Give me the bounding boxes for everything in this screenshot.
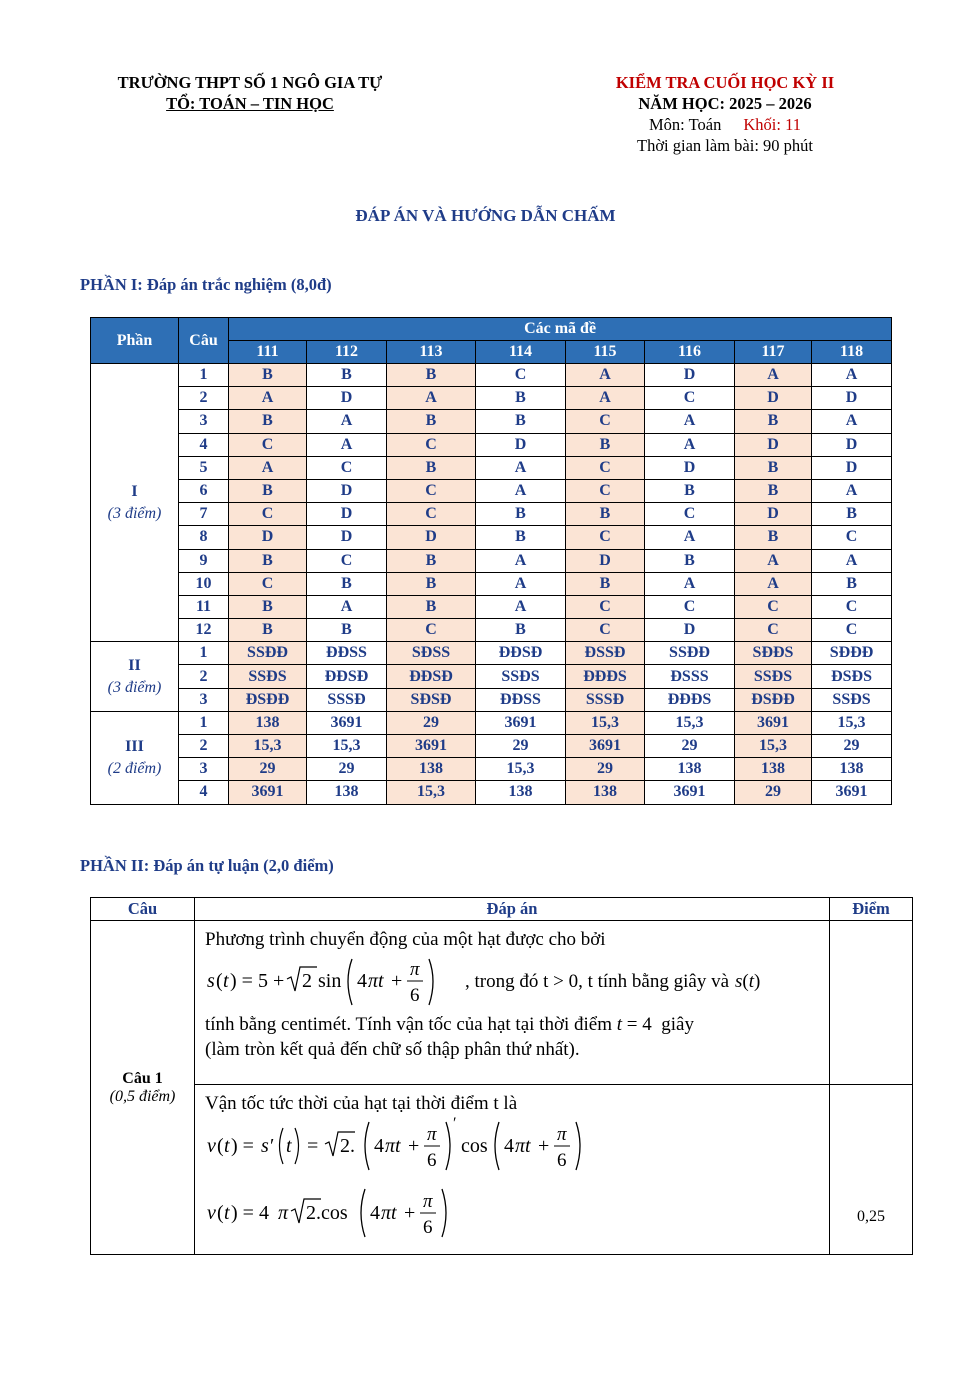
answer-cell: D [307,387,387,410]
answer-cell: C [566,479,645,502]
velocity-derivative-formula [205,1116,625,1176]
answer-cell: ĐĐĐS [566,665,645,688]
answer-cell: ĐĐĐS [645,688,735,711]
question-number: 6 [179,479,229,502]
svg-text:(: ( [217,1202,224,1224]
svg-text:sin: sin [318,970,342,992]
document-title: ĐÁP ÁN VÀ HƯỚNG DẪN CHẤM [355,206,616,225]
question-points: (0,5 điểm) [109,1087,176,1105]
answer-cell: C [476,364,566,387]
answer-cell: 15,3 [307,735,387,758]
question-number: 3 [179,688,229,711]
svg-text:+: + [391,970,403,992]
svg-text:2.: 2. [340,1135,355,1157]
col-header-codes: Các mã đề [229,318,892,341]
answer-cell: D [645,364,735,387]
svg-text:s′: s′ [261,1135,274,1157]
svg-text:v: v [207,1202,216,1224]
answer-cell: D [387,526,476,549]
question-number: Câu 1 [122,1069,163,1087]
svg-text:2.cos: 2.cos [306,1202,348,1224]
answer-cell: D [812,433,892,456]
question-number: 2 [179,735,229,758]
svg-text:πt: πt [368,970,384,992]
answer-cell: C [387,433,476,456]
subject-line [560,114,890,135]
answer-cell: A [566,387,645,410]
answer-cell: A [229,456,307,479]
essay-col-cau: Câu [91,898,195,921]
answer-cell: D [735,433,812,456]
svg-text:π: π [278,1202,289,1224]
answer-cell: 15,3 [229,735,307,758]
answer-cell: SSSĐ [566,688,645,711]
answer-cell: 29 [229,758,307,781]
answer-cell: C [387,479,476,502]
code-header-115: 115 [566,341,645,364]
section-points: (3 điểm) [107,504,162,522]
answer-cell: 3691 [229,781,307,804]
answer-cell: 15,3 [476,758,566,781]
answer-cell: 29 [735,781,812,804]
answer-cell: 138 [566,781,645,804]
duration: Thời gian làm bài: 90 phút [637,136,813,155]
question-number: 9 [179,549,229,572]
answer-cell: ĐSĐS [812,665,892,688]
answer-cell: 3691 [387,735,476,758]
answer-cell: 138 [387,758,476,781]
code-header-111: 111 [229,341,307,364]
answer-cell: D [566,549,645,572]
answer-cell: B [566,433,645,456]
answer-cell: 15,3 [566,711,645,734]
answer-cell: SSĐĐ [229,642,307,665]
table-row [91,642,892,665]
answer-cell: B [387,410,476,433]
answer-cell: D [307,526,387,549]
answer-cell: C [229,572,307,595]
answer-cell: B [229,364,307,387]
svg-text:t: t [223,970,229,992]
problem-score-cell [830,921,913,1085]
velocity-result-formula [205,1183,505,1241]
answer-cell: B [307,619,387,642]
answer-cell: B [229,549,307,572]
answer-cell: D [645,456,735,479]
answer-cell: 138 [812,758,892,781]
part2-title: PHẦN II: Đáp án tự luận (2,0 điểm) [80,856,334,875]
problem-line-3b: giây [661,1014,694,1035]
motion-equation-formula [205,953,465,1009]
answer-cell: C [812,595,892,618]
section-name: II [128,656,141,674]
table-row [91,595,892,618]
answer-cell: C [645,503,735,526]
svg-text:+: + [538,1135,550,1157]
answer-cell: D [307,479,387,502]
part1-title: PHẦN I: Đáp án trắc nghiệm (8,0đ) [80,275,332,294]
answer-cell: C [566,595,645,618]
answer-cell: A [476,456,566,479]
answer-cell: SĐSĐ [387,688,476,711]
answer-cell: D [735,503,812,526]
answer-cell: A [735,549,812,572]
table-row [91,688,892,711]
answer-cell: C [387,619,476,642]
table-row [91,781,892,804]
answer-cell: B [387,549,476,572]
answer-cell: 29 [476,735,566,758]
answer-cell: 29 [645,735,735,758]
answer-cell: B [566,572,645,595]
svg-text:4: 4 [357,970,367,992]
answer-cell: A [812,410,892,433]
question-number: 8 [179,526,229,549]
answer-cell: B [476,410,566,433]
answer-cell: B [566,503,645,526]
svg-text:6: 6 [423,1217,433,1238]
question-number: 7 [179,503,229,526]
col-header-cau: Câu [179,318,229,364]
question-number: 3 [179,410,229,433]
answer-cell: B [476,387,566,410]
table-row [91,549,892,572]
answer-cell: B [812,503,892,526]
answer-cell: 138 [735,758,812,781]
answer-cell: A [229,387,307,410]
answer-cell: B [229,595,307,618]
answer-cell: A [645,572,735,595]
answer-cell: C [566,410,645,433]
answer-cell: ĐĐSS [476,688,566,711]
answer-cell: A [812,549,892,572]
s-of-t-symbol: s [735,970,743,992]
answer-cell: 3691 [812,781,892,804]
col-header-phan: Phần [91,318,179,364]
table-row [91,387,892,410]
table-row [91,526,892,549]
answer-cell: ĐSSĐ [566,642,645,665]
answer-cell: SĐSS [387,642,476,665]
answer-cell: A [307,433,387,456]
svg-text:π: π [410,959,420,980]
code-header-116: 116 [645,341,735,364]
answer-cell: ĐSĐĐ [229,688,307,711]
question-number: 2 [179,387,229,410]
svg-text:v: v [207,1135,216,1157]
answer-cell: C [566,619,645,642]
code-header-113: 113 [387,341,476,364]
svg-text:π: π [423,1191,433,1212]
answer-cell: D [476,433,566,456]
answer-cell: C [229,433,307,456]
essay-answer-table [90,897,913,1255]
svg-text:π: π [557,1124,567,1145]
answer-cell: C [812,619,892,642]
table-row [91,711,892,734]
answer-cell: 29 [307,758,387,781]
answer-cell: ĐĐSS [307,642,387,665]
answer-cell: A [307,595,387,618]
answer-cell: B [476,619,566,642]
solution-score: 0,25 [830,1085,913,1255]
problem-line-3a: tính bằng centimét. Tính vận tốc của hạt tại thời điểm [205,1014,613,1035]
essay-col-score: Điểm [830,898,913,921]
table-row [91,479,892,502]
answer-cell: A [812,479,892,502]
table-row [91,456,892,479]
time-value: t [616,1014,623,1035]
svg-text:t: t [224,1135,230,1157]
svg-text:) = 4: ) = 4 [231,1202,269,1224]
answer-cell: B [735,479,812,502]
answer-cell: A [566,364,645,387]
answer-cell: 29 [387,711,476,734]
question-number: 3 [179,758,229,781]
answer-cell: D [812,387,892,410]
svg-text:πt: πt [385,1135,401,1157]
answer-cell: A [645,410,735,433]
answer-cell: C [307,549,387,572]
answer-cell: C [735,619,812,642]
answer-cell: B [387,572,476,595]
answer-cell: 138 [476,781,566,804]
answer-cell: 3691 [476,711,566,734]
answer-cell: ĐĐSĐ [387,665,476,688]
svg-text:′: ′ [453,1116,457,1132]
answer-cell: SSĐĐ [645,642,735,665]
answer-cell: B [387,456,476,479]
table-row [91,433,892,456]
answer-cell: 3691 [645,781,735,804]
svg-text:6: 6 [410,985,420,1006]
answer-cell: C [812,526,892,549]
answer-cell: SĐĐĐ [812,642,892,665]
svg-text:(: ( [216,970,223,992]
answer-cell: 138 [229,711,307,734]
answer-cell: B [387,364,476,387]
answer-cell: SSĐS [812,688,892,711]
answer-cell: 15,3 [645,711,735,734]
question-number: 11 [179,595,229,618]
school-name: TRƯỜNG THPT SỐ 1 NGÔ GIA TỰ [117,73,383,92]
answer-cell: 138 [645,758,735,781]
section-points: (2 điểm) [107,759,162,777]
answer-cell: B [645,549,735,572]
problem-line-1: Phương trình chuyển động của một hạt được cho bởi [205,929,606,950]
problem-line-4: (làm tròn kết quả đến chữ số thập phân thứ nhất). [205,1039,580,1060]
answer-cell: B [387,595,476,618]
answer-cell: B [735,526,812,549]
svg-text:4: 4 [374,1135,384,1157]
table-row [91,503,892,526]
answer-cell: SĐĐS [735,642,812,665]
answer-cell: SSĐS [735,665,812,688]
answer-cell: B [645,479,735,502]
svg-text:(: ( [217,1135,224,1157]
answer-cell: ĐSĐĐ [735,688,812,711]
answer-cell: 3691 [307,711,387,734]
answer-cell: A [735,572,812,595]
answer-cell: C [645,387,735,410]
answer-cell: A [307,410,387,433]
answer-cell: ĐSSS [645,665,735,688]
svg-text:cos: cos [461,1135,488,1157]
answer-cell: A [476,549,566,572]
svg-text:πt: πt [381,1202,397,1224]
essay-col-answer: Đáp án [195,898,830,921]
solution-cell [195,1085,830,1255]
answer-cell: ĐĐSĐ [476,642,566,665]
svg-text:=: = [307,1135,319,1157]
answer-cell: SSSĐ [307,688,387,711]
answer-cell: B [735,456,812,479]
multiple-choice-answer-table [90,317,892,805]
code-header-118: 118 [812,341,892,364]
answer-cell: D [645,619,735,642]
answer-cell: 3691 [735,711,812,734]
svg-text:4: 4 [504,1135,514,1157]
answer-cell: SSĐS [229,665,307,688]
answer-cell: B [307,572,387,595]
section-label [91,364,179,642]
table-row [91,572,892,595]
answer-cell: C [566,526,645,549]
subject: Môn: Toán [649,115,722,134]
problem-line-2: , trong đó t > 0, t tính bằng giây và [465,970,730,992]
svg-text:s: s [207,970,215,992]
section-points: (3 điểm) [107,678,162,696]
svg-text:+: + [408,1135,420,1157]
question-1-label [91,921,195,1255]
answer-cell: D [307,503,387,526]
answer-cell: C [566,456,645,479]
svg-text:t: t [286,1135,292,1157]
answer-cell: 3691 [566,735,645,758]
answer-cell: 15,3 [735,735,812,758]
section-label [91,642,179,712]
answer-cell: C [645,595,735,618]
answer-cell: B [476,526,566,549]
problem-statement [195,921,830,1085]
answer-cell: SSĐS [476,665,566,688]
department-name: TỔ: TOÁN – TIN HỌC [166,94,334,113]
question-number: 4 [179,433,229,456]
answer-cell: 15,3 [387,781,476,804]
question-number: 1 [179,642,229,665]
code-header-112: 112 [307,341,387,364]
svg-text:) =: ) = [231,1135,254,1157]
header-right [560,72,890,156]
s-of-t-paren: (t) [742,970,761,992]
answer-cell: ĐĐSĐ [307,665,387,688]
svg-text:4: 4 [370,1202,380,1224]
svg-text:) = 5 +: ) = 5 + [230,970,285,992]
answer-cell: C [387,503,476,526]
answer-cell: A [645,526,735,549]
answer-cell: 29 [812,735,892,758]
answer-cell: B [229,479,307,502]
table-row [91,364,892,387]
table-row [91,758,892,781]
answer-cell: A [645,433,735,456]
question-number: 1 [179,711,229,734]
code-header-114: 114 [476,341,566,364]
header-left [80,72,420,114]
answer-cell: B [735,410,812,433]
svg-text:πt: πt [515,1135,531,1157]
section-label [91,711,179,804]
question-number: 10 [179,572,229,595]
svg-text:6: 6 [427,1150,437,1171]
question-number: 5 [179,456,229,479]
table-row [91,735,892,758]
answer-cell: A [476,595,566,618]
answer-cell: A [476,479,566,502]
answer-cell: C [229,503,307,526]
question-number: 2 [179,665,229,688]
section-name: I [131,482,138,500]
table-row [91,665,892,688]
answer-cell: 138 [307,781,387,804]
answer-cell: D [735,387,812,410]
answer-cell: B [476,503,566,526]
code-header-117: 117 [735,341,812,364]
svg-text:2: 2 [302,970,312,992]
question-number: 4 [179,781,229,804]
school-year: NĂM HỌC: 2025 – 2026 [638,94,812,113]
question-number: 12 [179,619,229,642]
answer-cell: A [387,387,476,410]
answer-cell: 29 [566,758,645,781]
answer-cell: A [735,364,812,387]
answer-cell: C [735,595,812,618]
solution-line-1: Vận tốc tức thời của hạt tại thời điểm t là [205,1093,518,1114]
svg-text:t: t [224,1202,230,1224]
answer-cell: B [307,364,387,387]
answer-cell: B [812,572,892,595]
exam-name: KIỂM TRA CUỐI HỌC KỲ II [615,73,835,92]
svg-text:+: + [404,1202,416,1224]
answer-cell: D [229,526,307,549]
grade: Khối: 11 [743,115,801,134]
answer-cell: D [812,456,892,479]
svg-text:6: 6 [557,1150,567,1171]
section-name: III [125,737,144,755]
answer-cell: 15,3 [812,711,892,734]
table-row [91,619,892,642]
answer-cell: A [476,572,566,595]
answer-cell: A [812,364,892,387]
svg-text:π: π [427,1124,437,1145]
answer-cell: B [229,619,307,642]
answer-cell: C [307,456,387,479]
table-row [91,410,892,433]
answer-cell: B [229,410,307,433]
problem-line-3: tính bằng centimét. Tính vận tốc của hạt tại thời điểm t = 4 giây [205,1014,694,1035]
question-number: 1 [179,364,229,387]
problem-formula-line [205,952,819,1010]
